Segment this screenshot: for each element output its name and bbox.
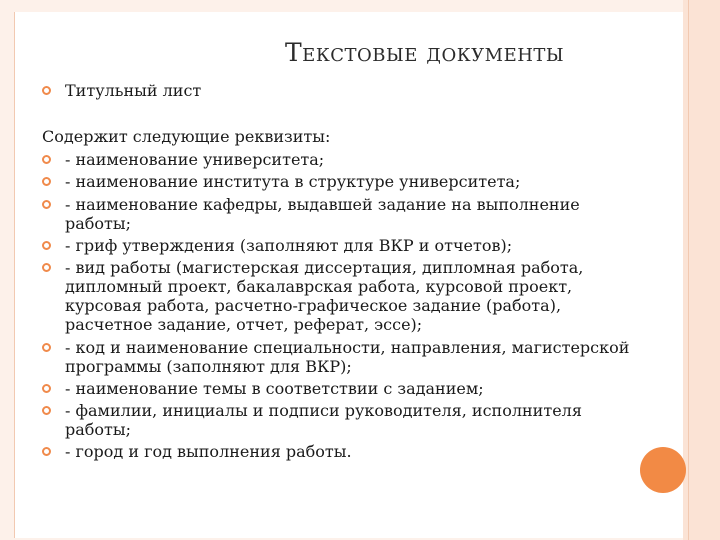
bullet-icon [42, 343, 51, 352]
list-item-line: работы; [65, 420, 132, 440]
list-item-line: - наименование университета; [65, 150, 325, 169]
list-item-line: курсовая работа, расчетно-графическое задание (работа), [65, 296, 562, 316]
list-item-line: - гриф утверждения (заполняют для ВКР и отчетов); [65, 235, 513, 255]
intro-text: Содержит следующие реквизиты: [42, 127, 331, 146]
list-item-line: дипломный проект, бакалаврская работа, курсовой проект, [65, 277, 573, 297]
list-item-line: - наименование кафедры, выдавшей задание на выполнение [65, 194, 580, 214]
bullet-icon [42, 241, 51, 250]
list-item-line: - код и наименование специальности, направления, магистерской [65, 337, 630, 357]
list-item-line: работы; [65, 213, 132, 233]
list-item-line: - вид работы (магистерская диссертация, дипломная работа, [65, 258, 584, 278]
list-item-line: - наименование института в структуре университета; [65, 172, 521, 192]
right-decorative-line [688, 0, 689, 540]
decorative-circle [640, 447, 686, 493]
list-item-line: - наименование темы в соответствии с заданием; [65, 378, 484, 398]
bullet-icon [42, 384, 51, 393]
list-item-line: программы (заполняют для ВКР); [65, 356, 352, 376]
section-heading: Титульный лист [65, 81, 202, 100]
list-item-line: расчетное задание, отчет, реферат, эссе); [65, 315, 423, 335]
bullet-icon [42, 200, 51, 209]
slide-title: Текстовые документы [285, 38, 565, 67]
list-item-line: - город и год выполнения работы. [65, 442, 352, 462]
bullet-icon [42, 86, 51, 95]
bullet-icon [42, 155, 51, 164]
list-item-line: - фамилии, инициалы и подписи руководителя, исполнителя [65, 401, 582, 421]
